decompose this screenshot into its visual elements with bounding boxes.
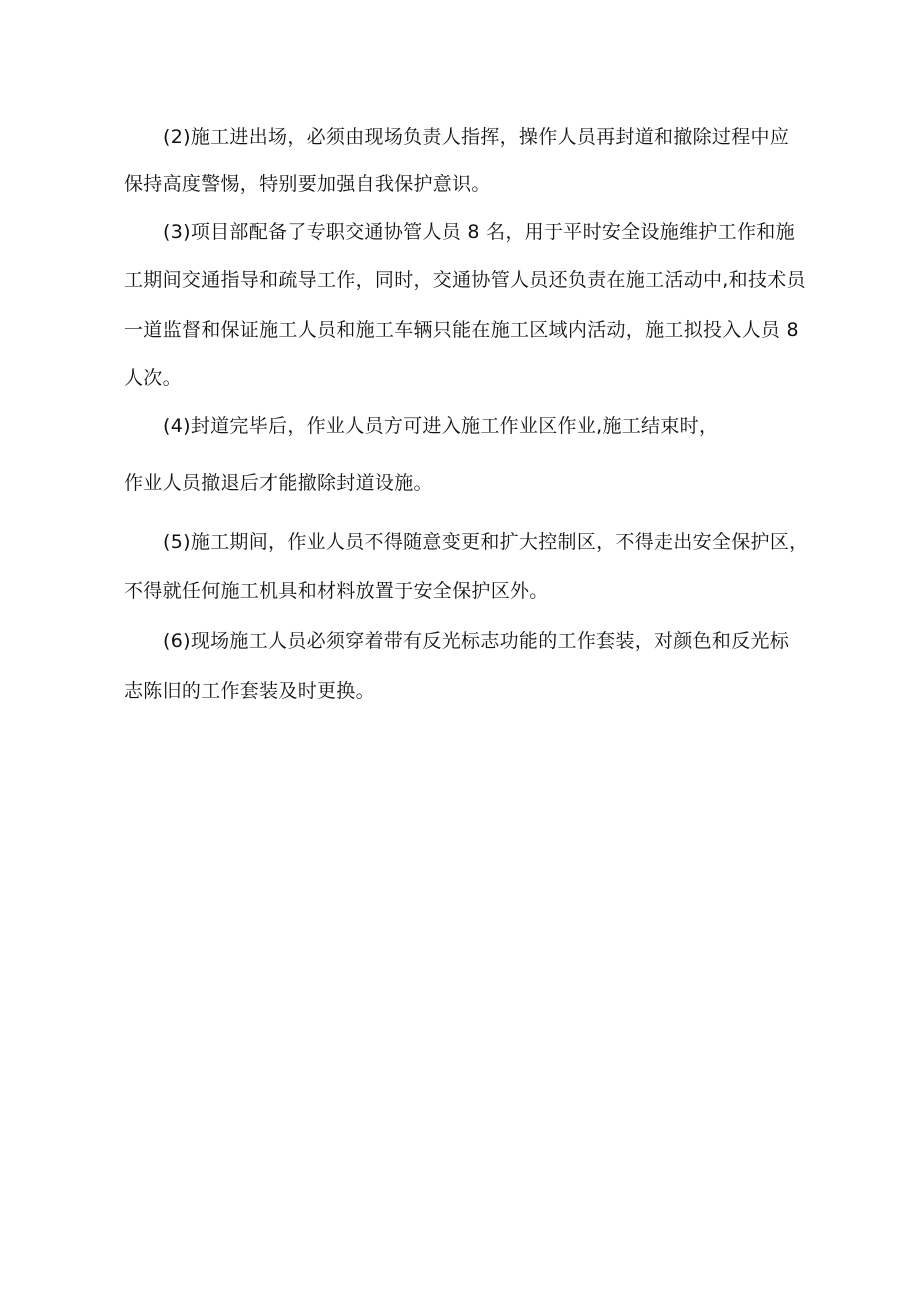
paragraph-line: 工期间交通指导和疏导工作，同时，交通协管人员还负责在施工活动中,和技术员 <box>124 269 806 291</box>
paragraph-line: 作业人员撤退后才能撤除封道设施。 <box>124 472 433 494</box>
paragraph-line: (6)现场施工人员必须穿着带有反光标志功能的工作套装，对颜色和反光标 <box>163 630 790 652</box>
paragraph-line: 志陈旧的工作套装及时更换。 <box>124 680 375 702</box>
paragraph-line: (5)施工期间，作业人员不得随意变更和扩大控制区，不得走出安全保护区， <box>163 531 809 553</box>
paragraph-line: 保持高度警惕，特别要加强自我保护意识。 <box>124 173 491 195</box>
paragraph-line: (4)封道完毕后，作业人员方可进入施工作业区作业,施工结束时， <box>163 415 719 437</box>
paragraph-line: 不得就任何施工机具和材料放置于安全保护区外。 <box>124 580 549 602</box>
paragraph-line: 一道监督和保证施工人员和施工车辆只能在施工区域内活动，施工拟投入人员 8 <box>124 319 799 341</box>
paragraph-line: (3)项目部配备了专职交通协管人员 8 名，用于平时安全设施维护工作和施 <box>163 221 795 243</box>
paragraph-line: (2)施工进出场，必须由现场负责人指挥，操作人员再封道和撤除过程中应 <box>163 126 790 148</box>
paragraph-line: 人次。 <box>124 367 182 389</box>
